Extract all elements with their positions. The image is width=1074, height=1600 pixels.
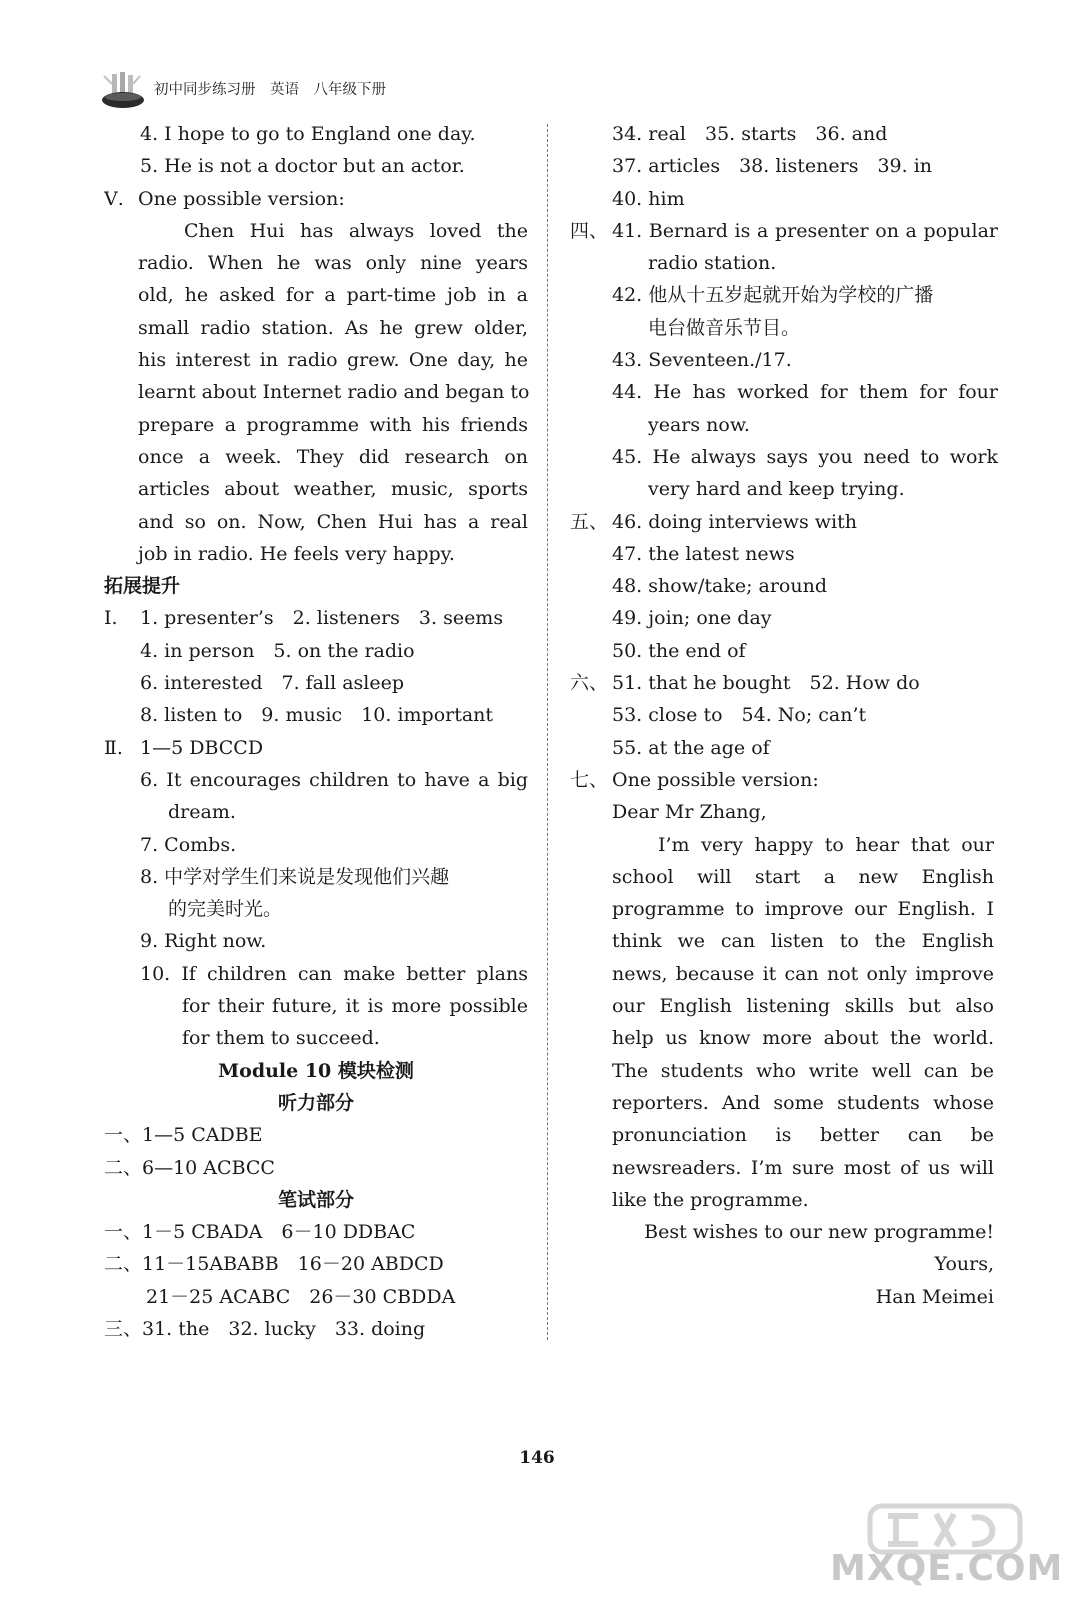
column-divider [547,124,548,1340]
section-ii-line: Ⅱ. 1—5 DBCCD [104,736,264,759]
letter-line: school will start a new English [612,865,994,888]
answer-line: 43. Seventeen./17. [612,349,792,372]
letter-line: programme to improve our English. I [612,898,994,921]
answer-line: 一、1－5 CBADA 6－10 DDBAC [104,1221,416,1244]
listening-heading: 听力部分 [277,1091,354,1114]
letter-line: reporters. And some students whose [612,1091,994,1114]
answer-line: 10. If children can make better plans [140,962,528,985]
answer-line: 42. 他从十五岁起就开始为学校的广播 [612,284,934,307]
letter-line: think we can listen to the English [612,930,994,953]
answer-line: 8. 中学对学生们来说是发现他们兴趣 [140,865,450,888]
section-si-line: 四、 41. Bernard is a presenter on a popular [570,219,998,242]
answer-line: 一、1—5 CADBE [104,1124,263,1147]
answer-line: years now. [648,413,750,436]
essay-line: learnt about Internet radio and began to [138,381,530,404]
answer-line: 44. He has worked for them for four [612,381,998,404]
answer-line: 21－25 ACABC 26－30 CBDDA [146,1285,456,1308]
answer-line: radio station. [648,252,777,275]
letter-line: news, because it can not only improve [612,962,994,985]
watermark-text: MXQE.COM [830,1548,1064,1589]
answer-line: 电台做音乐节目。 [648,316,801,339]
answer-line: 48. show/take; around [612,575,827,598]
letter-line: newsreaders. I’m sure most of us will [612,1156,994,1179]
answer-line: 45. He always says you need to work [612,445,998,468]
section-heading-tuozhan: 拓展提升 [104,575,181,598]
section-qi-line: 七、 One possible version: [570,768,819,791]
letter-wishes: Best wishes to our new programme! [644,1221,994,1244]
answer-line: 7. Combs. [140,833,237,856]
essay-line: Chen Hui has always loved the [184,219,528,242]
letter-closing: Yours, [934,1253,994,1276]
essay-line: prepare a programme with his friends [138,413,528,436]
answer-line: 47. the latest news [612,542,795,565]
answer-line: for their future, it is more possible [182,995,528,1018]
answer-line: 5. He is not a doctor but an actor. [140,155,465,178]
page-number: 146 [519,1448,555,1468]
answer-line: 49. join; one day [612,607,772,630]
essay-line: old, he asked for a part-time job in a [138,284,528,307]
answer-line: 6. interested 7. fall asleep [140,672,405,695]
essay-line: small radio station. As he grew older, [138,316,528,339]
answer-line: 8. listen to 9. music 10. important [140,704,494,727]
answer-line: 二、6—10 ACBCC [104,1156,275,1179]
written-heading: 笔试部分 [277,1188,354,1211]
essay-line: articles about weather, music, sports [138,478,528,501]
letter-salutation: Dear Mr Zhang, [612,801,767,824]
answer-line: 53. close to 54. No; can’t [612,704,867,727]
right-column [570,118,998,1313]
answer-line: dream. [168,801,236,824]
essay-line: job in radio. He feels very happy. [138,542,455,565]
module-title: Module 10 模块检测 [218,1059,414,1082]
section-wu-line: 五、 46. doing interviews with [570,510,857,533]
header-title: 初中同步练习册 英语 八年级下册 [154,82,386,98]
essay-line: his interest in radio grew. One day, he [138,349,528,372]
answer-line: 50. the end of [612,639,746,662]
letter-line: I’m very happy to hear that our [658,833,994,856]
letter-line: pronunciation is better can be [612,1124,994,1147]
answer-line: 9. Right now. [140,930,267,953]
answer-line: 二、11－15ABABB 16－20 ABDCD [104,1253,444,1276]
answer-line: 4. in person 5. on the radio [140,639,415,662]
answer-line: 三、31. the 32. lucky 33. doing [104,1317,426,1340]
book-logo-icon [100,70,146,110]
answer-line: 55. at the age of [612,736,770,759]
section-i-line: Ⅰ. 1. presenter’s 2. listeners 3. seems [104,607,504,630]
letter-line: our English listening skills but also [612,995,994,1018]
letter-line: help us know more about the world. [612,1027,994,1050]
answer-line: 6. It encourages children to have a big [140,768,528,791]
letter-line: like the programme. [612,1188,809,1211]
letter-signature: Han Meimei [875,1285,994,1308]
letter-line: The students who write well can be [612,1059,994,1082]
answer-line: 4. I hope to go to England one day. [140,123,476,145]
answer-line: 34. real 35. starts 36. and [612,123,888,145]
answer-line: 37. articles 38. listeners 39. in [612,155,933,178]
answer-line: 40. him [612,187,685,210]
section-liu-line: 六、 51. that he bought 52. How do [570,672,920,695]
answer-line: for them to succeed. [182,1027,380,1050]
answer-line: very hard and keep trying. [648,478,905,501]
section-v-heading: Ⅴ. One possible version: [104,187,345,210]
essay-line: radio. When he was only nine years [138,252,528,275]
essay-line: and so on. Now, Chen Hui has a real [138,510,528,533]
essay-line: once a week. They did research on [138,445,528,468]
answer-line: 的完美时光。 [168,898,283,921]
left-column [104,118,528,1345]
